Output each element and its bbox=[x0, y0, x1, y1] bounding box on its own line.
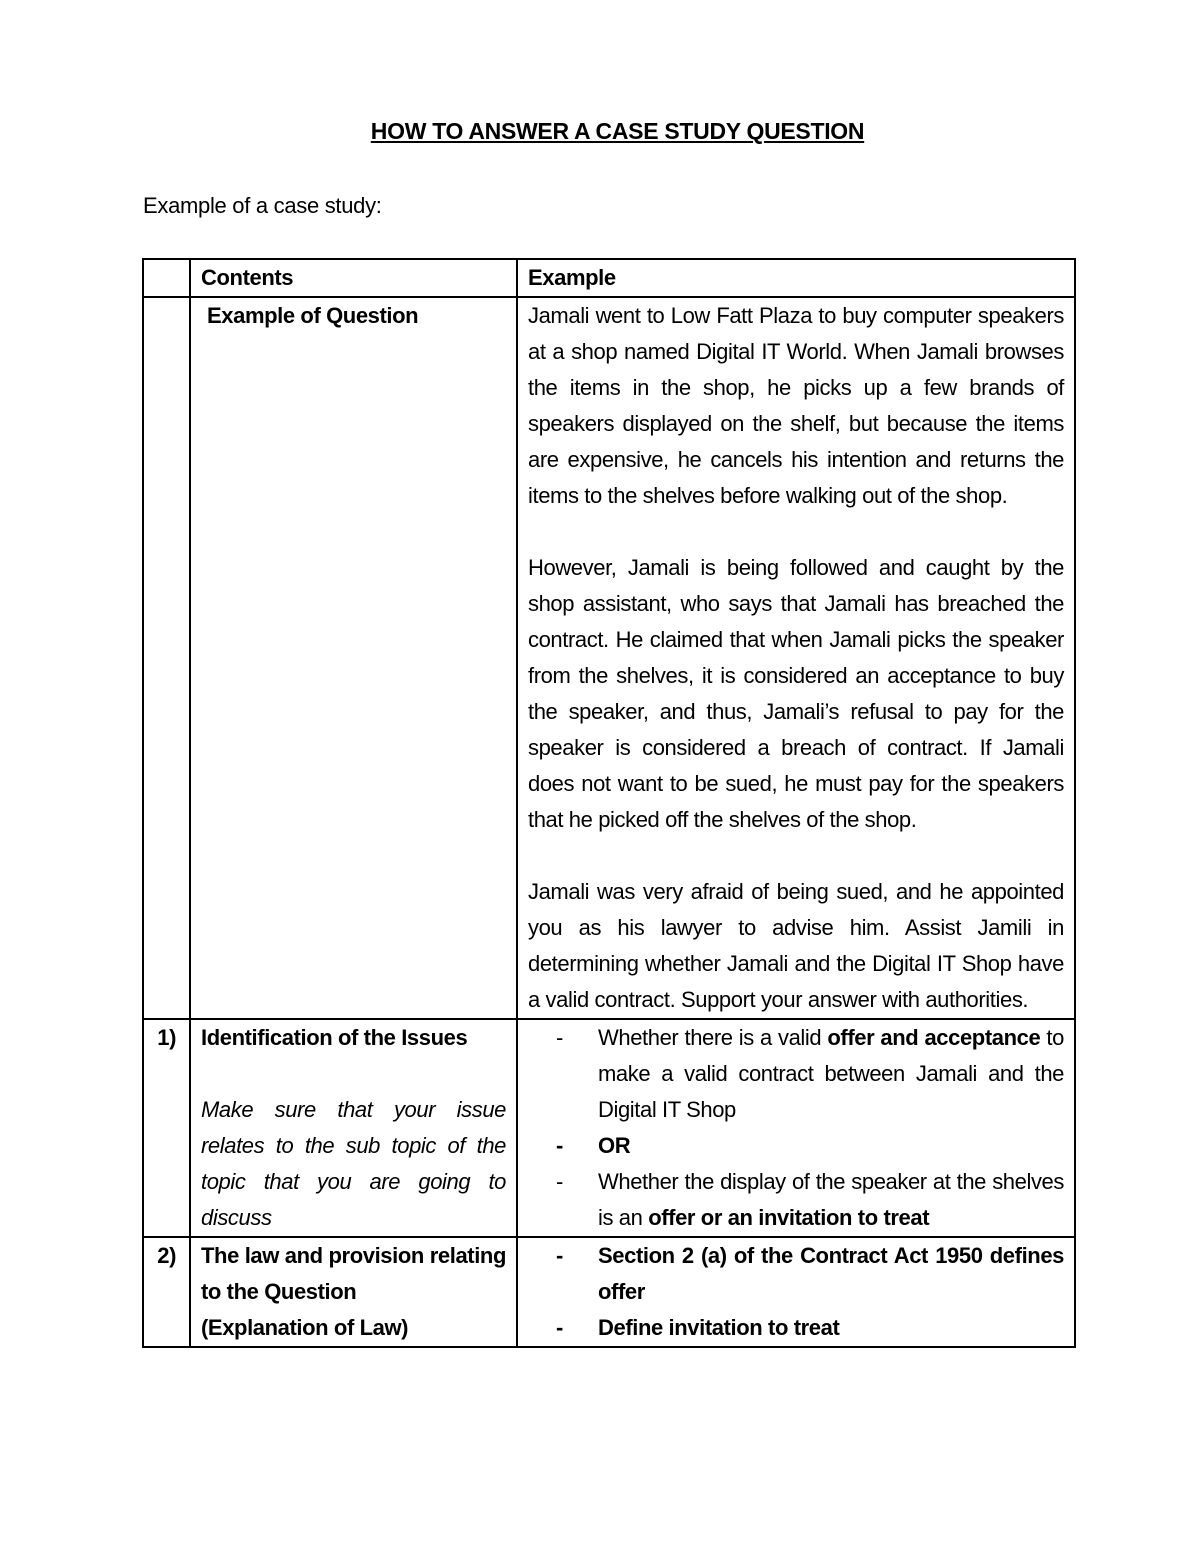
question-num-cell bbox=[143, 297, 190, 1019]
issues-label-cell bbox=[190, 1019, 517, 1237]
list-item bbox=[528, 1128, 1064, 1164]
issues-label: Identification of the Issues bbox=[201, 1025, 468, 1050]
question-label: Example of Question bbox=[207, 303, 419, 328]
case-study-table bbox=[142, 258, 1076, 1348]
question-text-cell bbox=[517, 297, 1075, 1019]
issue-1-text-end: to make a valid contract between Jamali and the Digital IT Shop bbox=[598, 1025, 1064, 1122]
law-list bbox=[528, 1238, 1064, 1346]
list-item bbox=[528, 1020, 1064, 1128]
question-paragraph-2: However, Jamali is being followed and caught by the shop assistant, who says that Jamali has breached the contract. He claimed that when Jamali picks the speaker from the shelves, it is considered an acceptance to buy the speaker, and thus, Jamali’s refusal to pay for the speaker is considered a breach of contract. If Jamali does not want to be sued, he must pay for the speakers that he picked off the shelves of the shop. bbox=[528, 555, 1064, 832]
law-content-cell bbox=[517, 1237, 1075, 1347]
question-label-cell bbox=[190, 297, 517, 1019]
law-label-cell bbox=[190, 1237, 517, 1347]
question-paragraph-3: Jamali was very afraid of being sued, and he appointed you as his lawyer to advise him. Assist Jamili in determining whether Jamali and the Digital IT Shop have a valid contract. Support your answer with authorities. bbox=[528, 879, 1064, 1012]
law-row bbox=[143, 1237, 1075, 1347]
law-sublabel: (Explanation of Law) bbox=[201, 1315, 409, 1340]
question-paragraph-1: Jamali went to Low Fatt Plaza to buy computer speakers at a shop named Digital IT World. When Jamali browses the items in the shop, he picks up a few brands of speakers displayed on the shelf, but because the items are expensive, he cancels his intention and returns the items to the shelves before walking out of the shop. bbox=[528, 303, 1064, 508]
list-item: - Section 2 (a) of the Contract Act 1950 defines offer bbox=[528, 1238, 1064, 1310]
issues-number: 1) bbox=[143, 1019, 190, 1237]
issues-row bbox=[143, 1019, 1075, 1237]
header-example: Example bbox=[517, 259, 1075, 297]
list-item: - Define invitation to treat bbox=[528, 1310, 1064, 1346]
intro-text: Example of a case study: bbox=[143, 193, 382, 218]
table-header-row bbox=[143, 259, 1075, 297]
law-label: The law and provision relating to the Question bbox=[201, 1243, 506, 1304]
issue-3-text: Whether the display of the speaker at the shelves is an bbox=[598, 1169, 1064, 1230]
header-contents: Contents bbox=[190, 259, 517, 297]
law-number: 2) bbox=[143, 1237, 190, 1347]
issues-note: Make sure that your issue relates to the sub topic of the topic that you are going to discuss bbox=[201, 1097, 506, 1230]
issue-3-bold: offer or an invitation to treat bbox=[648, 1205, 930, 1230]
question-row bbox=[143, 297, 1075, 1019]
issue-1-text: Whether there is a valid bbox=[598, 1025, 828, 1050]
issues-content-cell bbox=[517, 1019, 1075, 1237]
header-num-cell bbox=[143, 259, 190, 297]
issue-1-bold: offer and acceptance bbox=[827, 1025, 1041, 1050]
issue-or: OR bbox=[598, 1133, 631, 1158]
list-item bbox=[528, 1164, 1064, 1236]
issues-list bbox=[528, 1020, 1064, 1236]
page-title: HOW TO ANSWER A CASE STUDY QUESTION bbox=[370, 118, 865, 144]
